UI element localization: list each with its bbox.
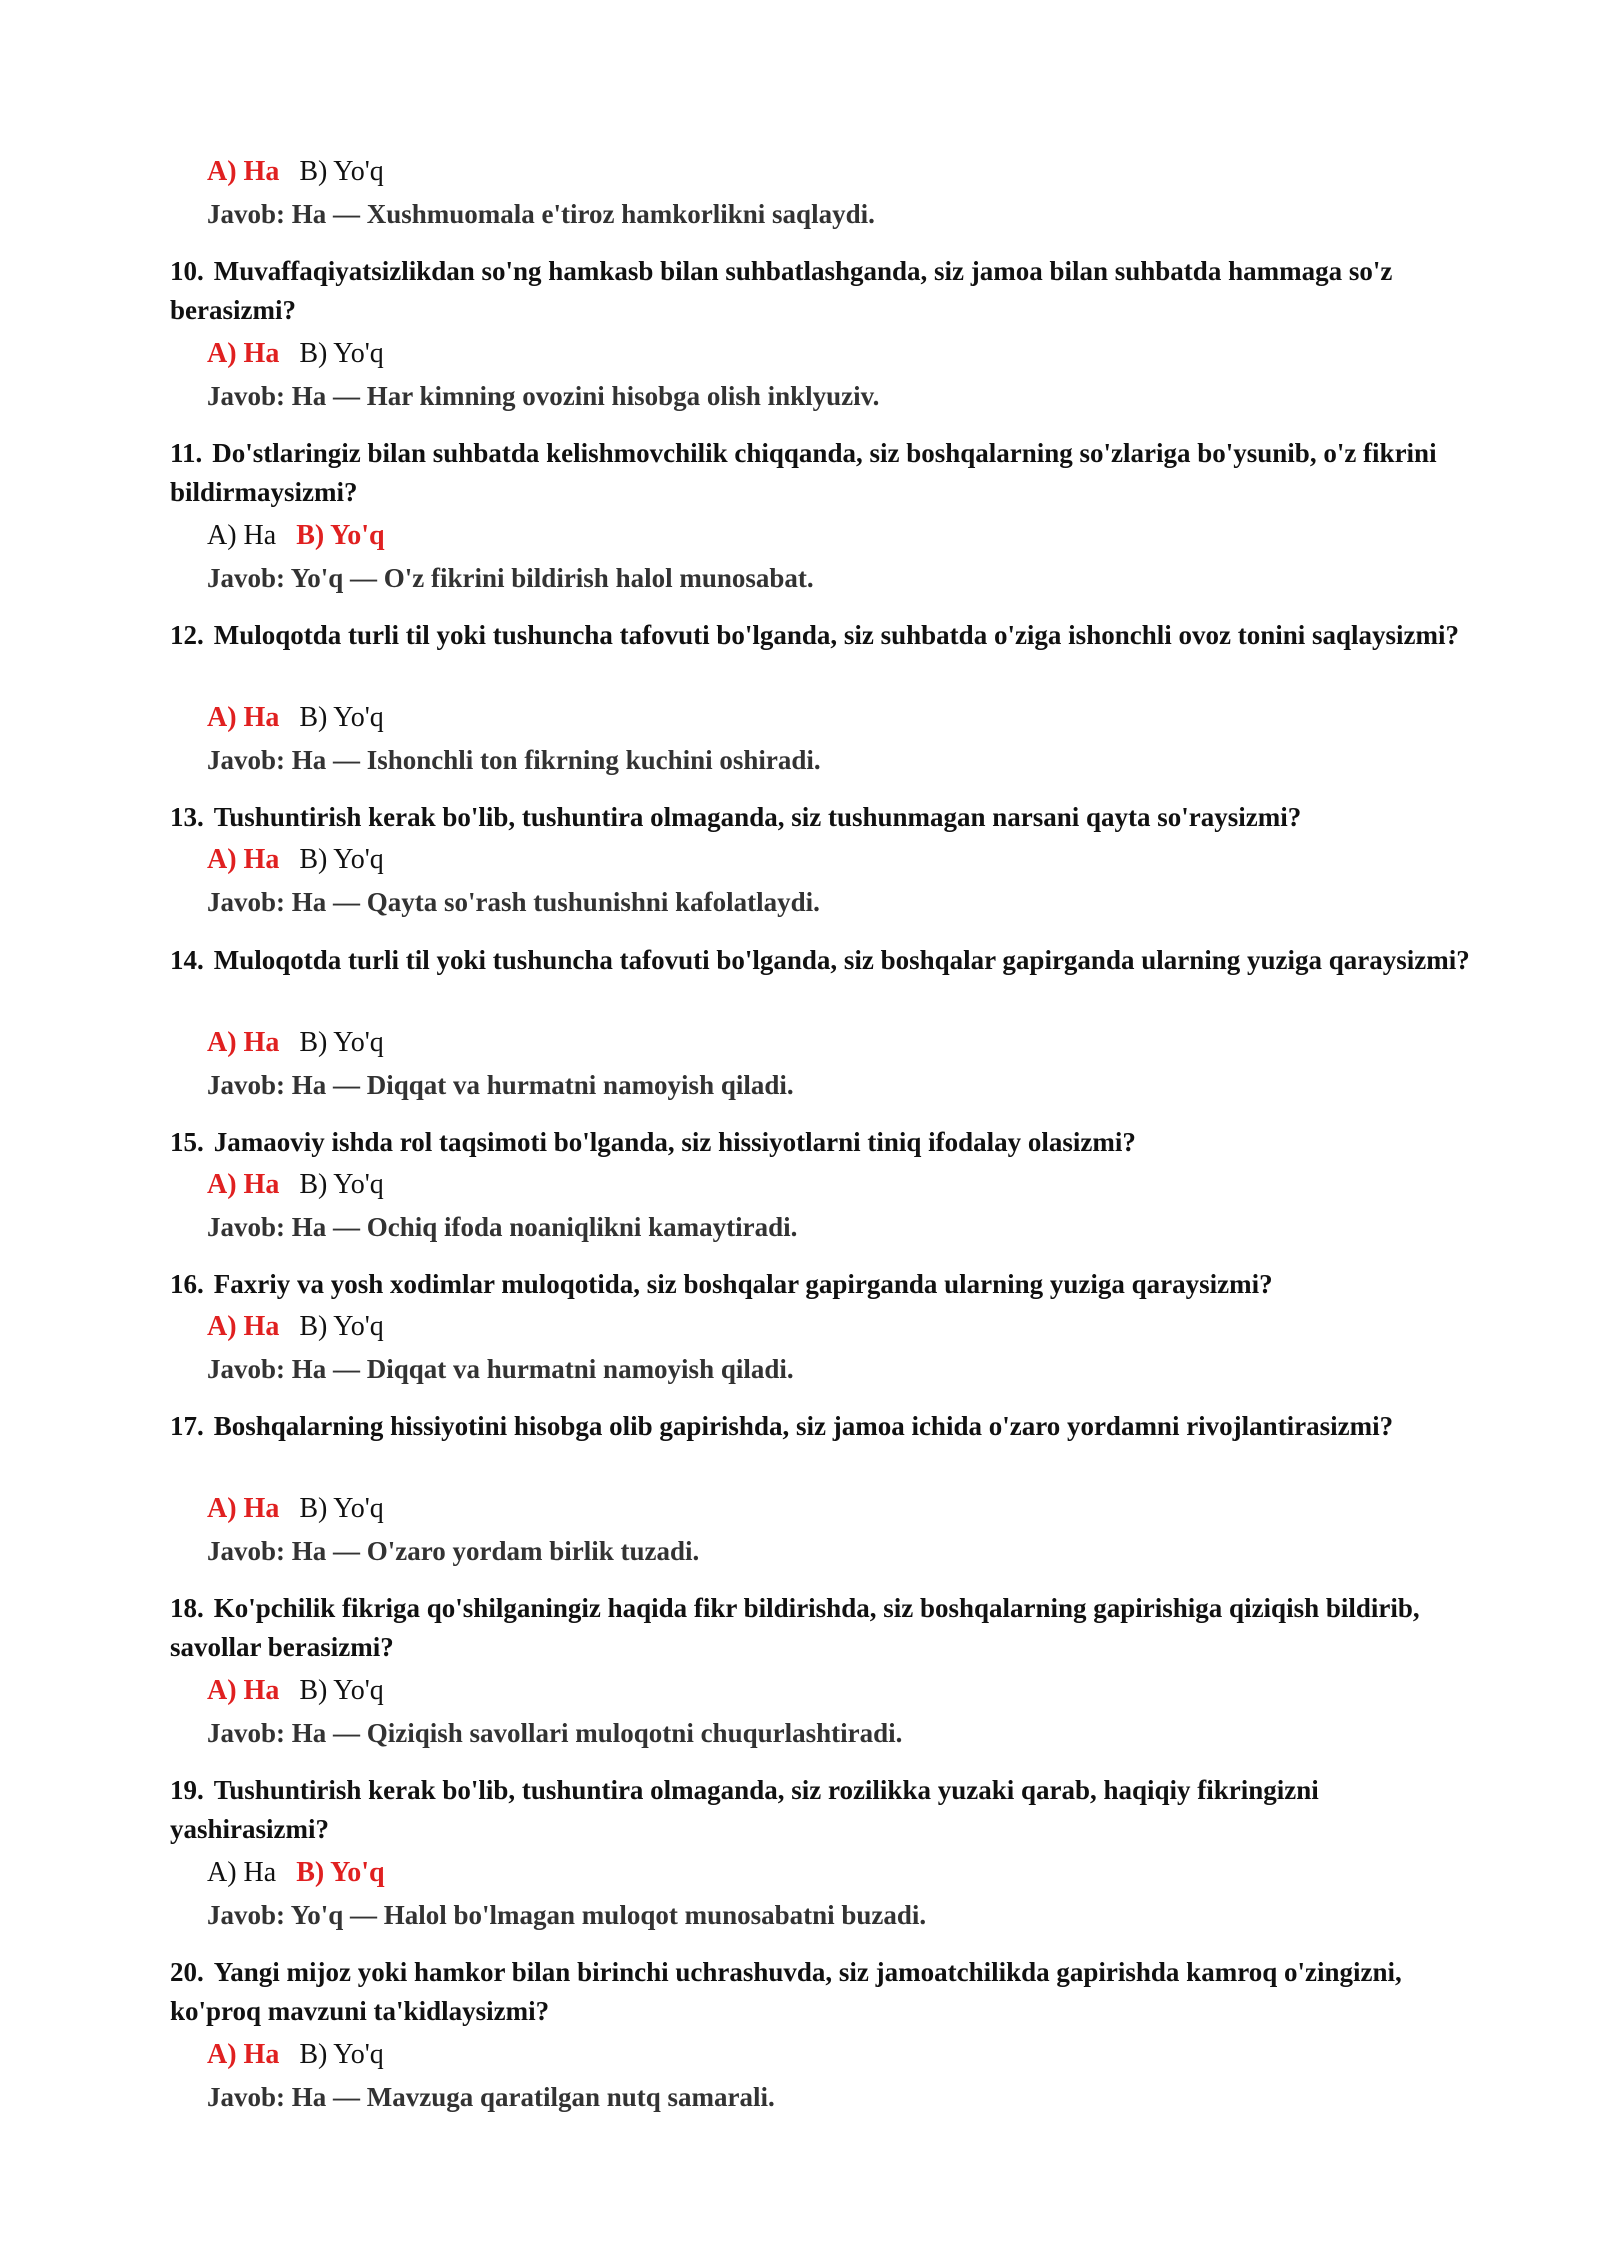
options-row bbox=[207, 522, 405, 550]
option-b: B) Yo'q bbox=[299, 1675, 384, 1706]
answer-text: Javob: Ha — Diqqat va hurmatni namoyish qiladi. bbox=[207, 1070, 794, 1100]
options-row bbox=[207, 704, 404, 732]
question-text: Muloqotda turli til yoki tushuncha tafovuti bo'lganda, siz boshqalar gapirganda ularning yuziga qaraysizmi? bbox=[213, 945, 1470, 975]
option-b: B) Yo'q bbox=[299, 1027, 384, 1058]
answer-text: Javob: Ha — Har kimning ovozini hisobga olish inklyuziv. bbox=[207, 381, 880, 411]
question-13 bbox=[170, 798, 1470, 837]
option-a: A) Ha bbox=[207, 1675, 280, 1706]
question-text: Yangi mijoz yoki hamkor bilan birinchi uchrashuvda, siz jamoatchilikda gapirishda kamroq o'zingizni, ko'proq mavzuni ta'kidlaysizmi? bbox=[170, 1957, 1402, 2026]
question-number: 18. bbox=[170, 1593, 204, 1623]
question-number: 20. bbox=[170, 1957, 204, 1987]
answer-text: Javob: Ha — Ishonchli ton fikrning kuchini oshiradi. bbox=[207, 745, 821, 775]
option-a: A) Ha bbox=[207, 1311, 280, 1342]
question-number: 14. bbox=[170, 945, 204, 975]
option-b: B) Yo'q bbox=[299, 1493, 384, 1524]
option-b: B) Yo'q bbox=[299, 2039, 384, 2070]
question-16 bbox=[170, 1265, 1470, 1304]
answer-text: Javob: Ha — Qiziqish savollari muloqotni chuqurlashtiradi. bbox=[207, 1718, 903, 1748]
option-a: A) Ha bbox=[207, 702, 280, 733]
answer-text: Javob: Ha — Mavzuga qaratilgan nutq samarali. bbox=[207, 2082, 775, 2112]
options-row bbox=[207, 2041, 404, 2069]
question-number: 19. bbox=[170, 1775, 204, 1805]
question-19 bbox=[170, 1771, 1470, 1849]
options-row bbox=[207, 1859, 405, 1887]
answer-text: Javob: Ha — O'zaro yordam birlik tuzadi. bbox=[207, 1536, 700, 1566]
question-17 bbox=[170, 1407, 1470, 1446]
question-number: 16. bbox=[170, 1269, 204, 1299]
question-10 bbox=[170, 252, 1470, 330]
option-a: A) Ha bbox=[207, 1027, 280, 1058]
option-a: A) Ha bbox=[207, 844, 280, 875]
question-number: 15. bbox=[170, 1127, 204, 1157]
question-text: Tushuntirish kerak bo'lib, tushuntira olmaganda, siz tushunmagan narsani qayta so'raysizmi? bbox=[213, 802, 1302, 832]
question-text: Boshqalarning hissiyotini hisobga olib gapirishda, siz jamoa ichida o'zaro yordamni rivojlantirasizmi? bbox=[213, 1411, 1394, 1441]
options-row bbox=[207, 340, 404, 368]
option-a: A) Ha bbox=[207, 338, 280, 369]
option-b: B) Yo'q bbox=[296, 1857, 385, 1888]
answer-text: Javob: Ha — Ochiq ifoda noaniqlikni kamaytiradi. bbox=[207, 1212, 798, 1242]
answer-text: Javob: Yo'q — O'z fikrini bildirish halol munosabat. bbox=[207, 563, 814, 593]
option-b: B) Yo'q bbox=[299, 338, 384, 369]
option-a: A) Ha bbox=[207, 1169, 280, 1200]
option-b: B) Yo'q bbox=[299, 702, 384, 733]
option-b: B) Yo'q bbox=[299, 844, 384, 875]
option-a: A) Ha bbox=[207, 156, 280, 187]
option-b: B) Yo'q bbox=[299, 156, 384, 187]
options-row bbox=[207, 158, 404, 186]
options-row bbox=[207, 846, 404, 874]
option-a: A) Ha bbox=[207, 1493, 280, 1524]
answer-text: Javob: Ha — Xushmuomala e'tiroz hamkorlikni saqlaydi. bbox=[207, 199, 875, 229]
answer-text: Javob: Ha — Diqqat va hurmatni namoyish qiladi. bbox=[207, 1354, 794, 1384]
question-text: Do'stlaringiz bilan suhbatda kelishmovchilik chiqqanda, siz boshqalarning so'zlariga bo'ysunib, o'z fikrini bildirmaysizmi? bbox=[170, 438, 1437, 507]
options-row bbox=[207, 1313, 404, 1341]
option-a: A) Ha bbox=[207, 520, 277, 551]
option-b: B) Yo'q bbox=[299, 1169, 384, 1200]
question-18 bbox=[170, 1589, 1470, 1667]
question-15 bbox=[170, 1123, 1470, 1162]
question-text: Ko'pchilik fikriga qo'shilganingiz haqida fikr bildirishda, siz boshqalarning gapirishiga qiziqish bildirib, savollar berasizmi? bbox=[170, 1593, 1420, 1662]
answer-text: Javob: Ha — Qayta so'rash tushunishni kafolatlaydi. bbox=[207, 887, 820, 917]
question-12 bbox=[170, 616, 1470, 655]
option-a: A) Ha bbox=[207, 2039, 280, 2070]
question-number: 10. bbox=[170, 256, 204, 286]
options-row bbox=[207, 1029, 404, 1057]
options-row bbox=[207, 1677, 404, 1705]
question-number: 17. bbox=[170, 1411, 204, 1441]
question-number: 11. bbox=[170, 438, 203, 468]
answer-text: Javob: Yo'q — Halol bo'lmagan muloqot munosabatni buzadi. bbox=[207, 1900, 927, 1930]
question-text: Faxriy va yosh xodimlar muloqotida, siz boshqalar gapirganda ularning yuziga qaraysizmi? bbox=[213, 1269, 1273, 1299]
question-text: Muvaffaqiyatsizlikdan so'ng hamkasb bilan suhbatlashganda, siz jamoa bilan suhbatda hammaga so'z berasizmi? bbox=[170, 256, 1393, 325]
question-20 bbox=[170, 1953, 1470, 2031]
option-a: A) Ha bbox=[207, 1857, 277, 1888]
options-row bbox=[207, 1495, 404, 1523]
question-14 bbox=[170, 941, 1470, 980]
question-number: 13. bbox=[170, 802, 204, 832]
question-text: Tushuntirish kerak bo'lib, tushuntira olmaganda, siz rozilikka yuzaki qarab, haqiqiy fikringizni yashirasizmi? bbox=[170, 1775, 1319, 1844]
option-b: B) Yo'q bbox=[296, 520, 385, 551]
option-b: B) Yo'q bbox=[299, 1311, 384, 1342]
question-text: Jamaoviy ishda rol taqsimoti bo'lganda, siz hissiyotlarni tiniq ifodalay olasizmi? bbox=[213, 1127, 1136, 1157]
options-row bbox=[207, 1171, 404, 1199]
question-text: Muloqotda turli til yoki tushuncha tafovuti bo'lganda, siz suhbatda o'ziga ishonchli ovoz tonini saqlaysizmi? bbox=[213, 620, 1459, 650]
question-11 bbox=[170, 434, 1470, 512]
question-number: 12. bbox=[170, 620, 204, 650]
